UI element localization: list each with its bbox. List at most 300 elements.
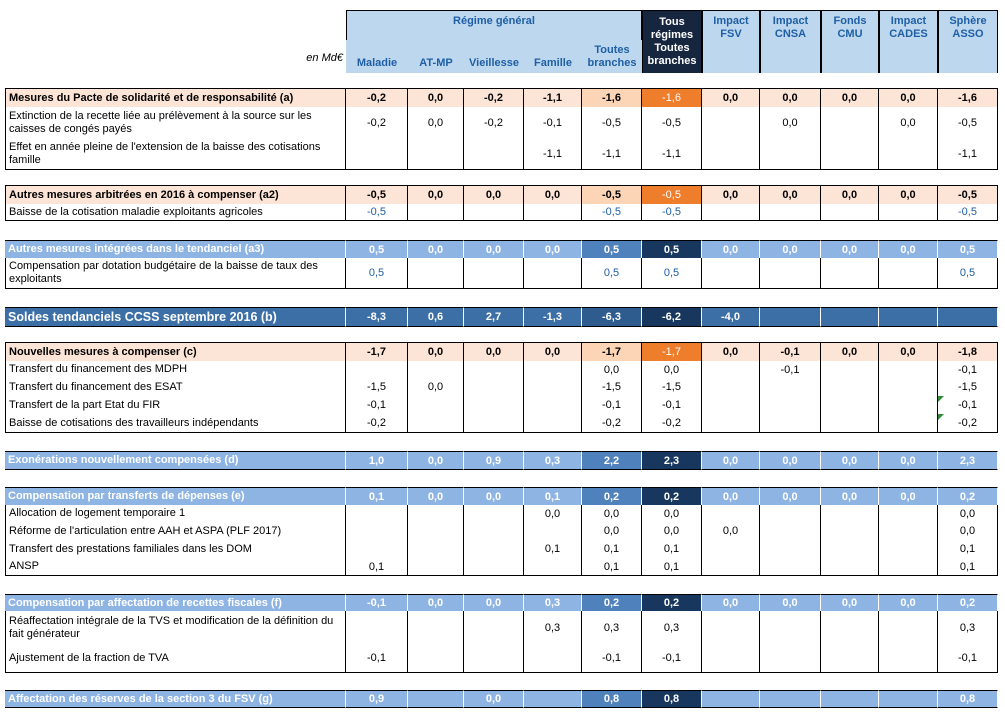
cell-maladie bbox=[346, 611, 408, 644]
cell-sphere-asso: 0,5 bbox=[938, 240, 998, 258]
table-row bbox=[5, 88, 998, 107]
cell-impact-cades bbox=[879, 414, 938, 433]
cell-impact-cades bbox=[879, 204, 938, 221]
cell-impact-cnsa: -0,1 bbox=[760, 342, 821, 361]
cell-sphere-asso: 0,2 bbox=[938, 487, 998, 505]
cell-toutes-branches: -0,5 bbox=[582, 185, 642, 204]
cell-toutes-branches: 0,8 bbox=[582, 690, 642, 708]
cell-fonds-cmu bbox=[821, 361, 879, 378]
cell-tous-regimes: -0,5 bbox=[642, 107, 702, 139]
cell-impact-cnsa: -0,1 bbox=[760, 361, 821, 378]
cell-impact-cnsa bbox=[760, 378, 821, 396]
cell-vieillesse: -0,2 bbox=[464, 107, 524, 139]
cell-maladie bbox=[346, 505, 408, 522]
cell-vieillesse bbox=[464, 558, 524, 576]
cell-sphere-asso: -0,1 bbox=[938, 396, 998, 414]
cell-maladie: -1,5 bbox=[346, 378, 408, 396]
table-row bbox=[5, 540, 998, 558]
cell-fonds-cmu bbox=[821, 396, 879, 414]
cell-impact-cades: 0,0 bbox=[879, 594, 938, 611]
row-label: Autres mesures arbitrées en 2016 à compenser (a2) bbox=[5, 185, 346, 204]
cell-impact-cnsa: 0,0 bbox=[760, 487, 821, 505]
cell-fonds-cmu bbox=[821, 644, 879, 673]
cell-impact-fsv bbox=[702, 378, 760, 396]
cell-maladie: 0,5 bbox=[346, 258, 408, 289]
cell-impact-cnsa bbox=[760, 611, 821, 644]
cell-vieillesse: 0,0 bbox=[464, 487, 524, 505]
cell-famille: -1,3 bbox=[524, 307, 582, 327]
row-label: Autres mesures intégrées dans le tendanciel (a3) bbox=[5, 240, 346, 258]
cell-fonds-cmu: 0,0 bbox=[821, 240, 879, 258]
cell-tous-regimes: -0,1 bbox=[642, 644, 702, 673]
cell-impact-cnsa bbox=[760, 558, 821, 576]
cell-sphere-asso: -1,8 bbox=[938, 342, 998, 361]
cell-impact-cnsa bbox=[760, 540, 821, 558]
cell-maladie: -0,2 bbox=[346, 414, 408, 433]
cell-at-mp bbox=[408, 204, 464, 221]
cell-impact-cades bbox=[879, 396, 938, 414]
row-label: Transfert des prestations familiales dans les DOM bbox=[5, 540, 346, 558]
table-row bbox=[5, 558, 998, 576]
cell-vieillesse: 0,0 bbox=[464, 594, 524, 611]
cell-impact-cnsa bbox=[760, 414, 821, 433]
cell-vieillesse bbox=[464, 540, 524, 558]
cell-vieillesse bbox=[464, 204, 524, 221]
cell-sphere-asso: 0,5 bbox=[938, 258, 998, 289]
cell-impact-cades: 0,0 bbox=[879, 240, 938, 258]
cell-impact-cnsa bbox=[760, 307, 821, 327]
cell-famille: 0,0 bbox=[524, 342, 582, 361]
cell-vieillesse: 0,9 bbox=[464, 451, 524, 470]
cell-vieillesse: 0,0 bbox=[464, 185, 524, 204]
cell-tous-regimes: 0,1 bbox=[642, 558, 702, 576]
cell-fonds-cmu bbox=[821, 258, 879, 289]
cell-maladie bbox=[346, 522, 408, 540]
cell-at-mp: 0,0 bbox=[408, 342, 464, 361]
column-header-toutes-branches: Toutes branches bbox=[582, 40, 642, 73]
cell-famille: -0,1 bbox=[524, 107, 582, 139]
cell-tous-regimes: -1,5 bbox=[642, 378, 702, 396]
table-row bbox=[5, 378, 998, 396]
cell-maladie bbox=[346, 139, 408, 170]
unit-label: en Md€ bbox=[306, 52, 343, 64]
cell-tous-regimes: -0,2 bbox=[642, 414, 702, 433]
cell-fonds-cmu: 0,0 bbox=[821, 451, 879, 470]
cell-vieillesse bbox=[464, 361, 524, 378]
cell-fonds-cmu bbox=[821, 540, 879, 558]
cell-famille: 0,3 bbox=[524, 594, 582, 611]
row-label: Allocation de logement temporaire 1 bbox=[5, 505, 346, 522]
cell-tous-regimes: 0,3 bbox=[642, 611, 702, 644]
row-label: Transfert de la part Etat du FIR bbox=[5, 396, 346, 414]
cell-impact-fsv bbox=[702, 139, 760, 170]
cell-impact-fsv: -4,0 bbox=[702, 307, 760, 327]
cell-vieillesse bbox=[464, 414, 524, 433]
cell-at-mp: 0,0 bbox=[408, 240, 464, 258]
cell-impact-cades: 0,0 bbox=[879, 487, 938, 505]
cell-vieillesse bbox=[464, 644, 524, 673]
table-row bbox=[5, 204, 998, 221]
cell-impact-cades bbox=[879, 505, 938, 522]
cell-impact-cades: 0,0 bbox=[879, 185, 938, 204]
cell-famille: 0,0 bbox=[524, 505, 582, 522]
cell-impact-cades bbox=[879, 540, 938, 558]
table-row bbox=[5, 107, 998, 139]
cell-toutes-branches: 0,0 bbox=[582, 522, 642, 540]
table-row bbox=[5, 361, 998, 378]
cell-famille: 0,0 bbox=[524, 240, 582, 258]
cell-impact-fsv: 0,0 bbox=[702, 522, 760, 540]
table-row bbox=[5, 342, 998, 361]
table-row bbox=[5, 451, 998, 470]
cell-impact-fsv bbox=[702, 204, 760, 221]
column-header-impact-fsv: Impact FSV bbox=[702, 10, 760, 73]
cell-toutes-branches: -6,3 bbox=[582, 307, 642, 327]
cell-famille bbox=[524, 396, 582, 414]
cell-toutes-branches: 0,2 bbox=[582, 487, 642, 505]
cell-tous-regimes: -1,1 bbox=[642, 139, 702, 170]
cell-impact-cades bbox=[879, 558, 938, 576]
column-header-sphere-asso: Sphère ASSO bbox=[938, 10, 998, 73]
cell-impact-cades bbox=[879, 378, 938, 396]
cell-at-mp: 0,0 bbox=[408, 487, 464, 505]
cell-vieillesse bbox=[464, 139, 524, 170]
row-label: Ajustement de la fraction de TVA bbox=[5, 644, 346, 673]
row-label: Nouvelles mesures à compenser (c) bbox=[5, 342, 346, 361]
cell-maladie: 1,0 bbox=[346, 451, 408, 470]
cell-toutes-branches: 0,0 bbox=[582, 505, 642, 522]
cell-impact-cnsa: 0,0 bbox=[760, 240, 821, 258]
cell-toutes-branches: 0,2 bbox=[582, 594, 642, 611]
cell-impact-fsv: 0,0 bbox=[702, 487, 760, 505]
cell-impact-fsv: 0,0 bbox=[702, 88, 760, 107]
cell-famille bbox=[524, 378, 582, 396]
cell-impact-fsv: 0,0 bbox=[702, 240, 760, 258]
table-row bbox=[5, 522, 998, 540]
cell-vieillesse bbox=[464, 505, 524, 522]
cell-famille: -1,1 bbox=[524, 139, 582, 170]
cell-toutes-branches: 0,5 bbox=[582, 258, 642, 289]
cell-sphere-asso: 0,0 bbox=[938, 505, 998, 522]
cell-impact-cades bbox=[879, 307, 938, 327]
cell-at-mp bbox=[408, 644, 464, 673]
cell-toutes-branches: 0,1 bbox=[582, 540, 642, 558]
row-label: Affectation des réserves de la section 3 du FSV (g) bbox=[5, 690, 346, 708]
cell-famille bbox=[524, 644, 582, 673]
cell-sphere-asso: -1,1 bbox=[938, 139, 998, 170]
cell-tous-regimes: -6,2 bbox=[642, 307, 702, 327]
cell-toutes-branches: -1,5 bbox=[582, 378, 642, 396]
cell-impact-fsv: 0,0 bbox=[702, 451, 760, 470]
cell-sphere-asso: -0,1 bbox=[938, 644, 998, 673]
cell-impact-cnsa bbox=[760, 522, 821, 540]
cell-at-mp bbox=[408, 558, 464, 576]
cell-sphere-asso: -0,5 bbox=[938, 107, 998, 139]
cell-vieillesse bbox=[464, 258, 524, 289]
cell-fonds-cmu bbox=[821, 611, 879, 644]
cell-vieillesse: 0,0 bbox=[464, 342, 524, 361]
cell-toutes-branches: -0,2 bbox=[582, 414, 642, 433]
cell-maladie: -0,2 bbox=[346, 88, 408, 107]
cell-tous-regimes: 2,3 bbox=[642, 451, 702, 470]
row-label: Soldes tendanciels CCSS septembre 2016 (b) bbox=[5, 307, 346, 327]
regime-general-group-header: Régime général bbox=[346, 10, 642, 73]
cell-impact-cades bbox=[879, 690, 938, 708]
cell-maladie: -8,3 bbox=[346, 307, 408, 327]
cell-fonds-cmu: 0,0 bbox=[821, 342, 879, 361]
cell-impact-fsv: 0,0 bbox=[702, 594, 760, 611]
cell-vieillesse bbox=[464, 522, 524, 540]
row-label: Compensation par affectation de recettes fiscales (f) bbox=[5, 594, 346, 611]
cell-maladie: 0,1 bbox=[346, 487, 408, 505]
cell-impact-cades: 0,0 bbox=[879, 342, 938, 361]
table-row bbox=[5, 258, 998, 289]
row-label: Baisse de cotisations des travailleurs indépendants bbox=[5, 414, 346, 433]
cell-famille bbox=[524, 204, 582, 221]
cell-at-mp: 0,0 bbox=[408, 594, 464, 611]
cell-famille: 0,3 bbox=[524, 451, 582, 470]
cell-impact-fsv bbox=[702, 558, 760, 576]
cell-fonds-cmu bbox=[821, 505, 879, 522]
cell-maladie: 0,1 bbox=[346, 558, 408, 576]
cell-fonds-cmu: 0,0 bbox=[821, 594, 879, 611]
cell-fonds-cmu bbox=[821, 139, 879, 170]
table-row bbox=[5, 594, 998, 611]
cell-impact-cades bbox=[879, 522, 938, 540]
cell-toutes-branches: -1,7 bbox=[582, 342, 642, 361]
cell-sphere-asso: 0,8 bbox=[938, 690, 998, 708]
cell-vieillesse: 2,7 bbox=[464, 307, 524, 327]
table-row bbox=[5, 611, 998, 644]
cell-sphere-asso: -1,6 bbox=[938, 88, 998, 107]
cell-fonds-cmu bbox=[821, 307, 879, 327]
cell-sphere-asso: 0,0 bbox=[938, 522, 998, 540]
column-header-impact-cades: Impact CADES bbox=[879, 10, 938, 73]
cell-at-mp bbox=[408, 414, 464, 433]
cell-at-mp bbox=[408, 396, 464, 414]
cell-maladie: -0,1 bbox=[346, 644, 408, 673]
column-header-vieillesse: Vieillesse bbox=[464, 40, 524, 73]
cell-famille: 0,0 bbox=[524, 185, 582, 204]
cell-impact-fsv bbox=[702, 414, 760, 433]
cell-maladie: -0,5 bbox=[346, 204, 408, 221]
cell-fonds-cmu bbox=[821, 378, 879, 396]
cell-impact-cnsa: 0,0 bbox=[760, 107, 821, 139]
cell-famille bbox=[524, 258, 582, 289]
cell-vieillesse bbox=[464, 611, 524, 644]
table-row bbox=[5, 505, 998, 522]
cell-toutes-branches: 0,1 bbox=[582, 558, 642, 576]
cell-impact-cades bbox=[879, 139, 938, 170]
cell-impact-cades bbox=[879, 611, 938, 644]
cell-sphere-asso: -0,2 bbox=[938, 414, 998, 433]
cell-impact-cnsa bbox=[760, 204, 821, 221]
cell-sphere-asso: -1,5 bbox=[938, 378, 998, 396]
cell-maladie: -1,7 bbox=[346, 342, 408, 361]
cell-tous-regimes: -1,7 bbox=[642, 342, 702, 361]
cell-tous-regimes: -0,5 bbox=[642, 204, 702, 221]
cell-impact-fsv bbox=[702, 396, 760, 414]
row-label: Extinction de la recette liée au prélèvement à la source sur les caisses de congés payés bbox=[5, 107, 346, 139]
cell-toutes-branches: -0,1 bbox=[582, 396, 642, 414]
table-row bbox=[5, 690, 998, 708]
cell-famille bbox=[524, 558, 582, 576]
cell-impact-cnsa bbox=[760, 396, 821, 414]
cell-at-mp bbox=[408, 139, 464, 170]
cell-impact-cnsa bbox=[760, 690, 821, 708]
cell-toutes-branches: 2,2 bbox=[582, 451, 642, 470]
column-header-tous-regimes: Tous régimes Toutes branches bbox=[642, 10, 702, 73]
row-label: Compensation par dotation budgétaire de la baisse de taux des exploitants bbox=[5, 258, 346, 289]
cell-vieillesse bbox=[464, 396, 524, 414]
cell-maladie: -0,1 bbox=[346, 594, 408, 611]
cell-tous-regimes: -0,1 bbox=[642, 396, 702, 414]
cell-toutes-branches: 0,0 bbox=[582, 361, 642, 378]
cell-at-mp: 0,0 bbox=[408, 451, 464, 470]
column-header-maladie: Maladie bbox=[346, 40, 408, 73]
cell-at-mp bbox=[408, 258, 464, 289]
cell-fonds-cmu: 0,0 bbox=[821, 487, 879, 505]
cell-maladie bbox=[346, 540, 408, 558]
cell-impact-cades bbox=[879, 644, 938, 673]
cell-toutes-branches: -1,6 bbox=[582, 88, 642, 107]
cell-impact-fsv bbox=[702, 611, 760, 644]
row-label: Transfert du financement des ESAT bbox=[5, 378, 346, 396]
cell-maladie: 0,9 bbox=[346, 690, 408, 708]
cell-impact-cades bbox=[879, 361, 938, 378]
cell-toutes-branches: -0,5 bbox=[582, 204, 642, 221]
cell-tous-regimes: 0,5 bbox=[642, 240, 702, 258]
cell-impact-cnsa bbox=[760, 644, 821, 673]
cell-sphere-asso: 0,3 bbox=[938, 611, 998, 644]
cell-tous-regimes: 0,8 bbox=[642, 690, 702, 708]
row-label: Effet en année pleine de l'extension de la baisse des cotisations famille bbox=[5, 139, 346, 170]
cell-tous-regimes: 0,0 bbox=[642, 522, 702, 540]
table-row bbox=[5, 396, 998, 414]
cell-at-mp: 0,0 bbox=[408, 378, 464, 396]
cell-sphere-asso: -0,5 bbox=[938, 204, 998, 221]
cell-at-mp bbox=[408, 540, 464, 558]
row-label: Réaffectation intégrale de la TVS et modification de la définition du fait générateur bbox=[5, 611, 346, 644]
cell-vieillesse: -0,2 bbox=[464, 88, 524, 107]
cell-toutes-branches: 0,3 bbox=[582, 611, 642, 644]
cell-sphere-asso: -0,5 bbox=[938, 185, 998, 204]
cell-at-mp: 0,0 bbox=[408, 185, 464, 204]
column-header-impact-cnsa: Impact CNSA bbox=[760, 10, 821, 73]
cell-impact-cnsa bbox=[760, 505, 821, 522]
row-label: Exonérations nouvellement compensées (d) bbox=[5, 451, 346, 470]
cell-at-mp bbox=[408, 611, 464, 644]
cell-impact-cnsa: 0,0 bbox=[760, 185, 821, 204]
cell-sphere-asso: 0,2 bbox=[938, 594, 998, 611]
cell-maladie: -0,1 bbox=[346, 396, 408, 414]
table-row bbox=[5, 139, 998, 170]
cell-famille bbox=[524, 414, 582, 433]
row-label: Compensation par transferts de dépenses (e) bbox=[5, 487, 346, 505]
cell-impact-fsv bbox=[702, 505, 760, 522]
cell-impact-cnsa bbox=[760, 258, 821, 289]
cell-at-mp: 0,6 bbox=[408, 307, 464, 327]
table-row bbox=[5, 307, 998, 327]
cell-impact-cades: 0,0 bbox=[879, 107, 938, 139]
row-label: Baisse de la cotisation maladie exploitants agricoles bbox=[5, 204, 346, 221]
cell-famille: 0,1 bbox=[524, 487, 582, 505]
cell-famille: 0,3 bbox=[524, 611, 582, 644]
cell-fonds-cmu bbox=[821, 204, 879, 221]
cell-fonds-cmu bbox=[821, 690, 879, 708]
cell-toutes-branches: 0,5 bbox=[582, 240, 642, 258]
cell-fonds-cmu bbox=[821, 414, 879, 433]
cell-toutes-branches: -1,1 bbox=[582, 139, 642, 170]
cell-impact-fsv bbox=[702, 107, 760, 139]
cell-impact-fsv bbox=[702, 540, 760, 558]
table-row bbox=[5, 487, 998, 505]
cell-impact-cades: 0,0 bbox=[879, 451, 938, 470]
cell-impact-fsv bbox=[702, 644, 760, 673]
cell-at-mp bbox=[408, 690, 464, 708]
table-row bbox=[5, 644, 998, 673]
cell-maladie: 0,5 bbox=[346, 240, 408, 258]
cell-sphere-asso: -0,1 bbox=[938, 361, 998, 378]
cell-tous-regimes: 0,0 bbox=[642, 361, 702, 378]
cell-comment-marker bbox=[938, 396, 944, 402]
cell-famille: 0,1 bbox=[524, 540, 582, 558]
cell-impact-fsv: 0,0 bbox=[702, 342, 760, 361]
cell-famille bbox=[524, 361, 582, 378]
table-row bbox=[5, 240, 998, 258]
cell-sphere-asso: 0,1 bbox=[938, 540, 998, 558]
cell-fonds-cmu bbox=[821, 107, 879, 139]
cell-tous-regimes: 0,5 bbox=[642, 258, 702, 289]
cell-vieillesse: 0,0 bbox=[464, 240, 524, 258]
cell-impact-fsv bbox=[702, 361, 760, 378]
column-header-fonds-cmu: Fonds CMU bbox=[821, 10, 879, 73]
cell-fonds-cmu bbox=[821, 558, 879, 576]
cell-at-mp bbox=[408, 522, 464, 540]
cell-sphere-asso: 2,3 bbox=[938, 451, 998, 470]
row-label: Transfert du financement des MDPH bbox=[5, 361, 346, 378]
cell-impact-fsv bbox=[702, 690, 760, 708]
cell-at-mp bbox=[408, 505, 464, 522]
table-row bbox=[5, 185, 998, 204]
cell-impact-cnsa: 0,0 bbox=[760, 594, 821, 611]
cell-fonds-cmu: 0,0 bbox=[821, 88, 879, 107]
cell-fonds-cmu: 0,0 bbox=[821, 185, 879, 204]
cell-at-mp: 0,0 bbox=[408, 88, 464, 107]
cell-impact-fsv: 0,0 bbox=[702, 185, 760, 204]
cell-famille: -1,1 bbox=[524, 88, 582, 107]
cell-tous-regimes: -1,6 bbox=[642, 88, 702, 107]
cell-impact-cnsa bbox=[760, 139, 821, 170]
cell-maladie: -0,5 bbox=[346, 185, 408, 204]
row-label: Mesures du Pacte de solidarité et de responsabilité (a) bbox=[5, 88, 346, 107]
cell-famille bbox=[524, 522, 582, 540]
table-row bbox=[5, 414, 998, 433]
cell-tous-regimes: 0,2 bbox=[642, 487, 702, 505]
cell-tous-regimes: 0,2 bbox=[642, 594, 702, 611]
cell-maladie: -0,2 bbox=[346, 107, 408, 139]
column-header-at-mp: AT-MP bbox=[408, 40, 464, 73]
cell-maladie bbox=[346, 361, 408, 378]
cell-sphere-asso bbox=[938, 307, 998, 327]
cell-vieillesse: 0,0 bbox=[464, 690, 524, 708]
cell-toutes-branches: -0,5 bbox=[582, 107, 642, 139]
cell-fonds-cmu bbox=[821, 522, 879, 540]
cell-impact-cades bbox=[879, 258, 938, 289]
cell-at-mp: 0,0 bbox=[408, 107, 464, 139]
cell-famille bbox=[524, 690, 582, 708]
cell-impact-cades: 0,0 bbox=[879, 88, 938, 107]
